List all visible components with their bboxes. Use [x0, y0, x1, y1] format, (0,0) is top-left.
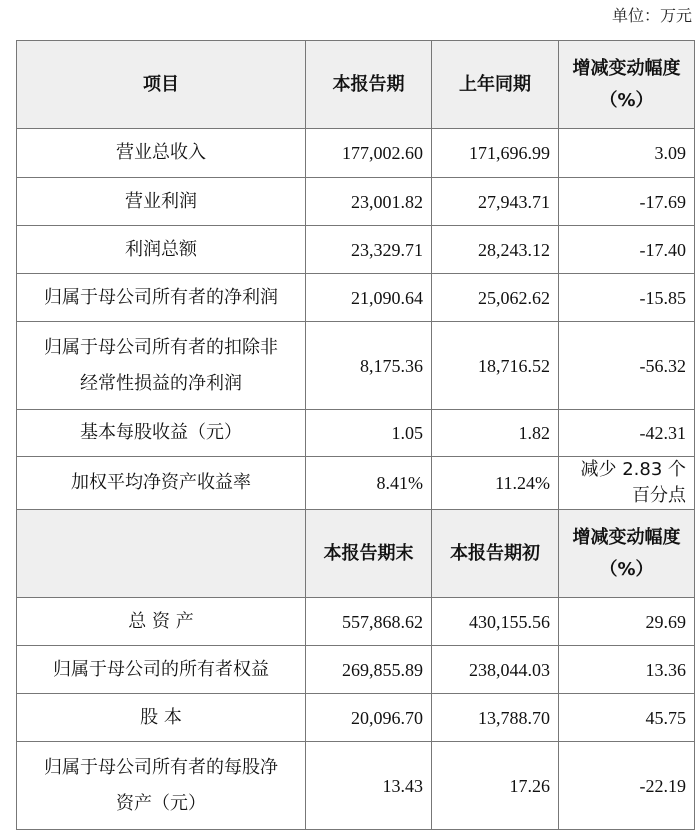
row-label: 营业利润	[17, 178, 306, 226]
current-value: 23,001.82	[306, 178, 432, 226]
table-row	[17, 598, 695, 646]
prior-value: 27,943.71	[432, 178, 559, 226]
table-row	[17, 322, 695, 410]
start-value: 430,155.56	[432, 598, 559, 646]
header-item	[17, 510, 306, 598]
table-row	[17, 274, 695, 322]
table-header-row	[17, 510, 695, 598]
header-change-pct-line1: 增减变动幅度	[572, 526, 681, 548]
end-value: 269,855.89	[306, 646, 432, 694]
header-current-period: 本报告期	[306, 41, 432, 129]
prior-value: 28,243.12	[432, 226, 559, 274]
change-value: -56.32	[559, 322, 695, 410]
current-value: 8.41%	[306, 457, 432, 510]
change-value: 3.09	[559, 129, 695, 178]
change-value: -17.40	[559, 226, 695, 274]
end-value: 20,096.70	[306, 694, 432, 742]
row-label	[17, 742, 306, 830]
row-label: 加权平均净资产收益率	[17, 457, 306, 510]
unit-label: 单位：万元	[611, 6, 692, 25]
header-period-start: 本报告期初	[432, 510, 559, 598]
header-change-pct	[559, 510, 695, 598]
change-value: 45.75	[559, 694, 695, 742]
row-label: 总 资 产	[17, 598, 306, 646]
change-note-line2: 百分点	[632, 485, 686, 506]
row-label: 股 本	[17, 694, 306, 742]
change-value: -42.31	[559, 410, 695, 457]
change-value: -17.69	[559, 178, 695, 226]
row-label-line1: 归属于母公司所有者的扣除非	[44, 336, 278, 358]
header-change-pct-line1: 增减变动幅度	[572, 57, 681, 79]
end-value: 13.43	[306, 742, 432, 830]
row-label: 归属于母公司所有者的净利润	[17, 274, 306, 322]
table-row	[17, 226, 695, 274]
prior-value: 171,696.99	[432, 129, 559, 178]
start-value: 13,788.70	[432, 694, 559, 742]
row-label: 归属于母公司的所有者权益	[17, 646, 306, 694]
start-value: 17.26	[432, 742, 559, 830]
financial-summary-table	[16, 40, 695, 830]
change-value: 13.36	[559, 646, 695, 694]
header-change-pct-line2: （%）	[599, 89, 654, 111]
current-value: 8,175.36	[306, 322, 432, 410]
header-item: 项目	[17, 41, 306, 129]
prior-value: 1.82	[432, 410, 559, 457]
table-row	[17, 129, 695, 178]
current-value: 177,002.60	[306, 129, 432, 178]
table-row	[17, 694, 695, 742]
change-value: -22.19	[559, 742, 695, 830]
start-value: 238,044.03	[432, 646, 559, 694]
header-change-pct	[559, 41, 695, 129]
header-period-end: 本报告期末	[306, 510, 432, 598]
table-row	[17, 410, 695, 457]
row-label-line2: 经常性损益的净利润	[80, 372, 242, 394]
table-row	[17, 646, 695, 694]
change-value: 29.69	[559, 598, 695, 646]
current-value: 1.05	[306, 410, 432, 457]
table-header-row	[17, 41, 695, 129]
current-value: 23,329.71	[306, 226, 432, 274]
header-prior-period: 上年同期	[432, 41, 559, 129]
row-label: 基本每股收益（元）	[17, 410, 306, 457]
end-value: 557,868.62	[306, 598, 432, 646]
table-row	[17, 457, 695, 510]
row-label	[17, 322, 306, 410]
prior-value: 18,716.52	[432, 322, 559, 410]
row-label: 营业总收入	[17, 129, 306, 178]
row-label: 利润总额	[17, 226, 306, 274]
row-label-line1: 归属于母公司所有者的每股净	[44, 756, 278, 778]
prior-value: 11.24%	[432, 457, 559, 510]
header-change-pct-line2: （%）	[599, 558, 654, 580]
change-value: -15.85	[559, 274, 695, 322]
change-note	[559, 457, 695, 510]
change-note-line1: 减少 2.83 个	[580, 459, 686, 480]
table-row	[17, 178, 695, 226]
prior-value: 25,062.62	[432, 274, 559, 322]
table-row	[17, 742, 695, 830]
current-value: 21,090.64	[306, 274, 432, 322]
row-label-line2: 资产（元）	[116, 792, 206, 814]
